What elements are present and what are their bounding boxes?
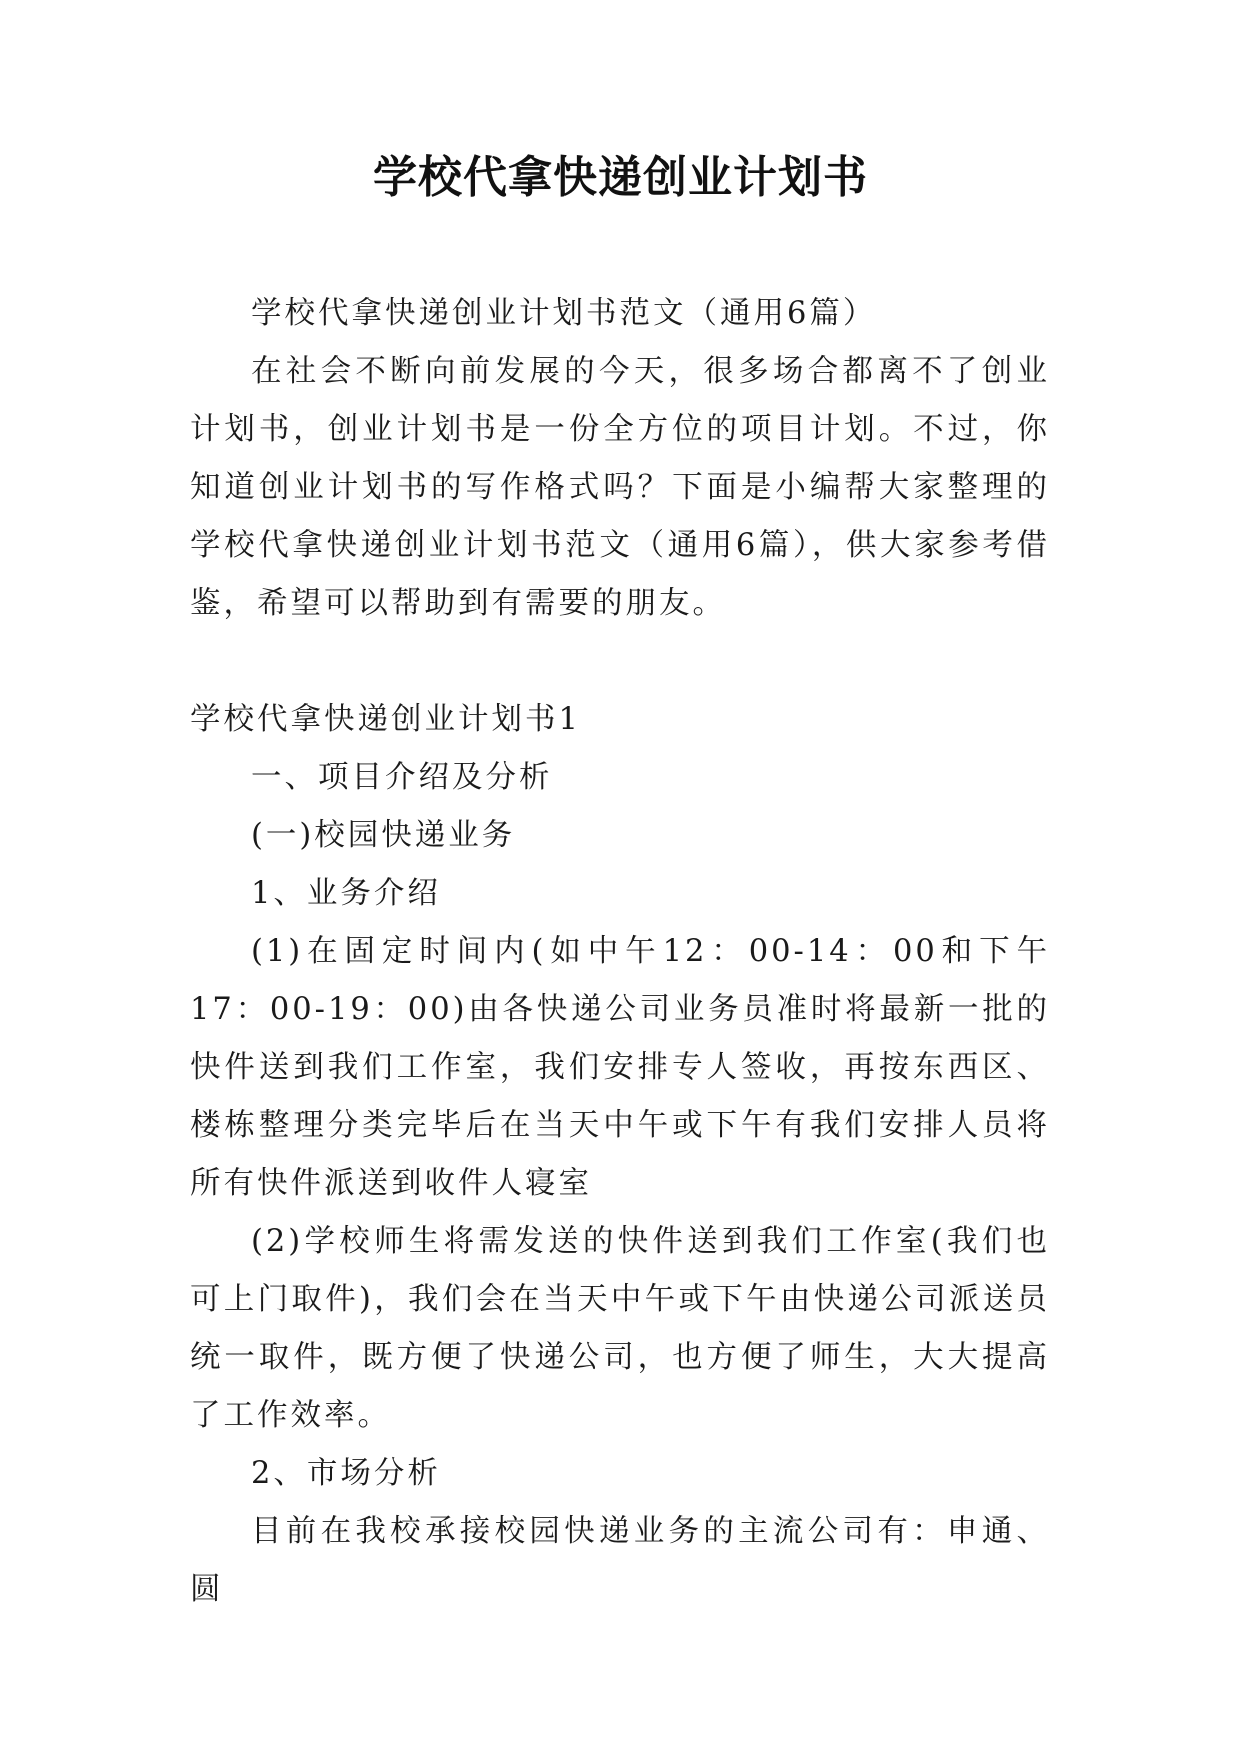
heading-campus-express: (一)校园快递业务 [251, 818, 516, 853]
intro-paragraph: 在社会不断向前发展的今天，很多场合都离不了创业计划书，创业计划书是一份全方位的项目计划。不过，你知道创业计划书的写作格式吗？下面是小编帮大家整理的学校代拿快递创业计划书范文（通用6篇），供大家参考借鉴，希望可以帮助到有需要的朋友。 [190, 354, 1050, 621]
paragraph-market: 目前在我校承接校园快递业务的主流公司有：申通、圆 [190, 1514, 1050, 1607]
paragraph-gap [190, 633, 1050, 691]
paragraph-sending: (2)学校师生将需发送的快件送到我们工作室(我们也可上门取件)，我们会在当天中午或下午由快递公司派送员统一取件，既方便了快递公司，也方便了师生，大大提高了工作效率。 [190, 1224, 1050, 1433]
document-title: 学校代拿快递创业计划书 [373, 152, 868, 203]
paragraph-delivery: (1)在固定时间内(如中午12：00-14：00和下午17：00-19：00)由各快递公司业务员准时将最新一批的快件送到我们工作室，我们安排专人签收，再按东西区、楼栋整理分类完毕后在当天中午或下午有我们安排人员将所有快件派送到收件人寝室 [190, 934, 1050, 1201]
document-body [190, 285, 1050, 1619]
heading-market-analysis: 2、市场分析 [251, 1456, 441, 1491]
heading-project-intro: 一、项目介绍及分析 [251, 760, 553, 795]
heading-business-intro: 1、业务介绍 [251, 876, 441, 911]
subtitle-line: 学校代拿快递创业计划书范文（通用6篇） [251, 296, 877, 331]
section-heading: 学校代拿快递创业计划书1 [190, 702, 581, 737]
